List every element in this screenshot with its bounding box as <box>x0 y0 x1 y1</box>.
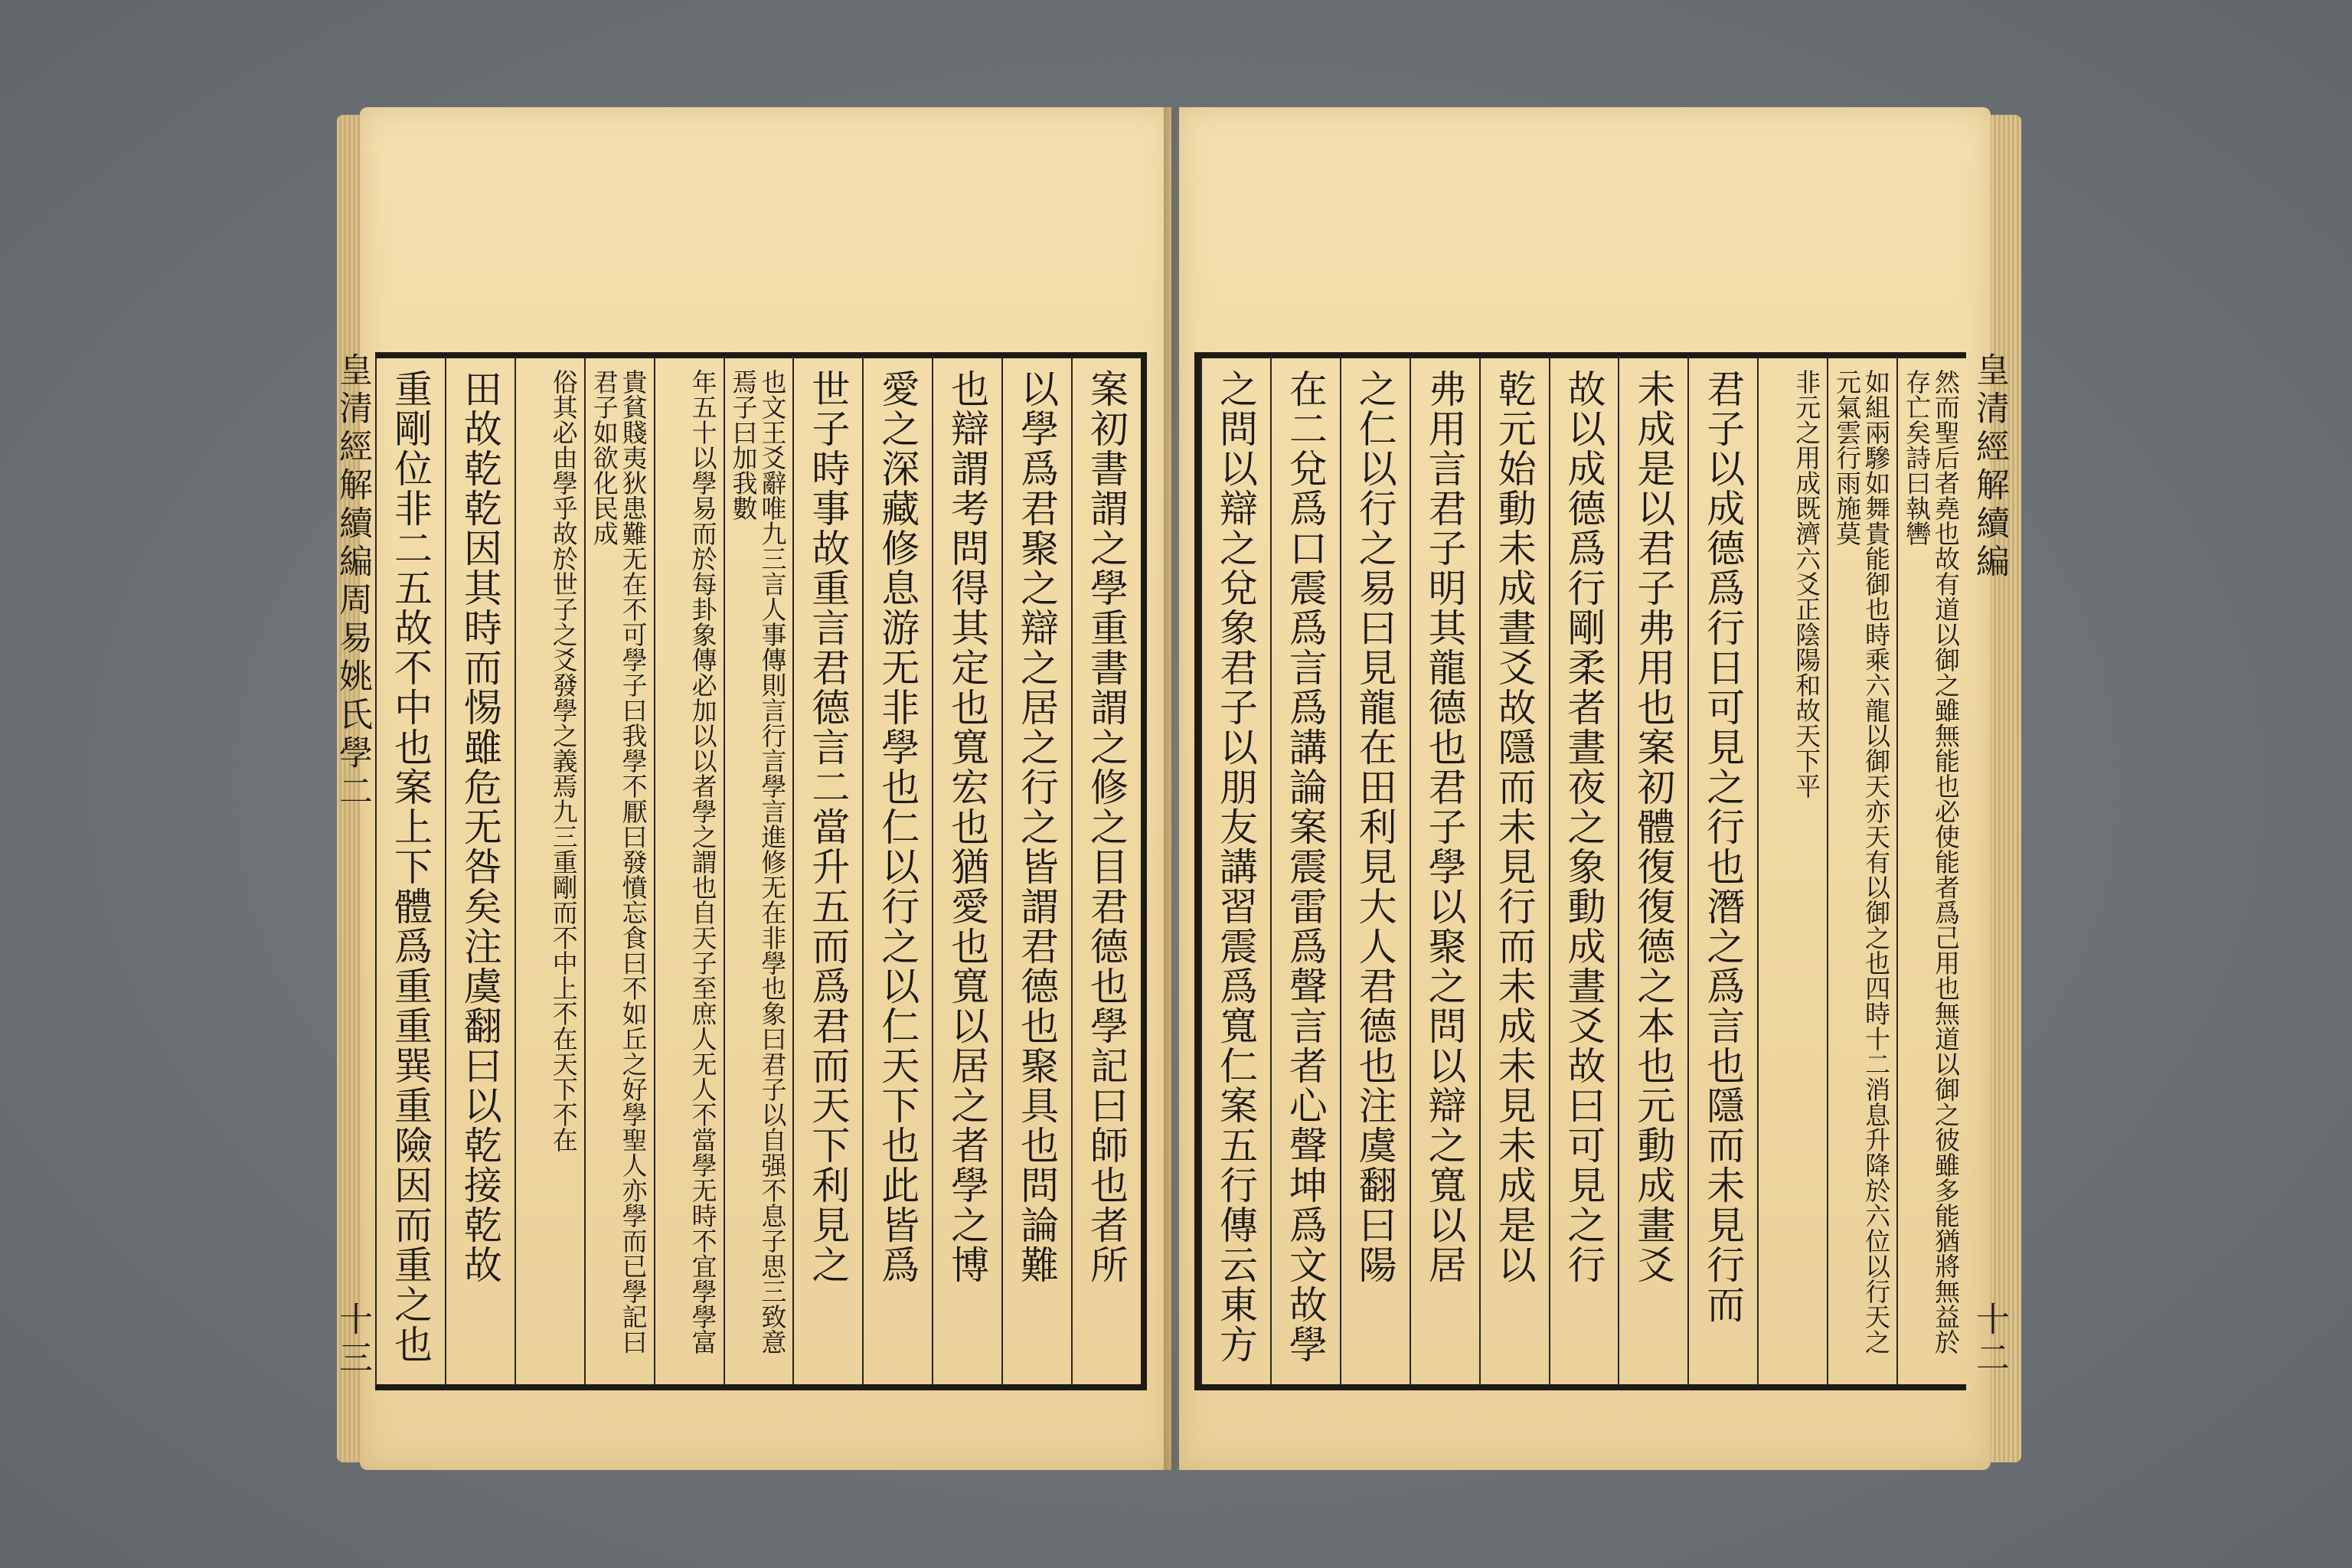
folio-number: 十三 <box>333 1302 372 1378</box>
text-column: 以學爲君聚之辯之居之行之皆謂君德也聚具也問論難 <box>1001 358 1071 1384</box>
text-column: 君子以成德爲行日可見之行也潛之爲言也隱而未見行而 <box>1687 358 1757 1384</box>
margin-title: 皇清經解續編 <box>333 352 372 582</box>
text-column: 之仁以行之易曰見龍在田利見大人君德也注虞翻曰陽 <box>1340 358 1410 1384</box>
text-column: 非元之用成既濟六爻正陰陽和故天下平 <box>1757 358 1827 1384</box>
text-column: 也辯謂考問得其定也寬宏也猶愛也寬以居之者學之博 <box>932 358 1001 1384</box>
text-column: 俗其必由學乎故於世子之爻發學之義焉九三重剛而不中上不在天下不在 <box>514 358 584 1384</box>
right-text-frame <box>1194 352 1966 1390</box>
text-column: 田故乾乾因其時而惕雖危无咎矣注虞翻曰以乾接乾故 <box>445 358 514 1384</box>
text-column: 年五十以學易而於每卦象傳必加以以者學之謂也自天子至庶人无人不當學无時不宜學學富 <box>654 358 724 1384</box>
right-margin-column <box>1966 352 2014 1378</box>
left-columns <box>375 358 1141 1384</box>
text-column: 弗用言君子明其龍德也君子學以聚之問以辯之寬以居 <box>1410 358 1479 1384</box>
text-column: 在二兌爲口震爲言爲講論案震雷爲聲言者心聲坤爲文故學 <box>1270 358 1340 1384</box>
text-column: 乾元始動未成晝爻故隱而未見行而未成未見未成是以 <box>1479 358 1549 1384</box>
text-column: 也文王爻辭唯九三言人事傳則言行言學言進修无在非學也象曰君子以自强不息子思三致意焉子曰加我數 <box>724 358 793 1384</box>
text-column: 然而聖后者堯也故有道以御之雖無能也必使能者爲己用也無道以御之彼雖多能猶將無益於存亡矣詩曰執轡 <box>1896 358 1966 1384</box>
text-column: 世子時事故重言君德言二當升五而爲君而天下利見之 <box>792 358 862 1384</box>
text-column: 案初書謂之學重書謂之修之目君德也學記曰師也者所 <box>1071 358 1141 1384</box>
text-column: 重剛位非二五故不中也案上下體爲重重巽重險因而重之也 <box>375 358 445 1384</box>
right-columns <box>1200 358 1966 1384</box>
left-text-frame <box>375 352 1147 1390</box>
text-column: 故以成德爲行剛柔者晝夜之象動成晝爻故曰可見之行 <box>1549 358 1619 1384</box>
text-column: 未成是以君子弗用也案初體復復德之本也元動成畫爻 <box>1618 358 1687 1384</box>
margin-title: 皇清經解續編 <box>1970 352 2009 582</box>
right-page <box>1179 107 2009 1470</box>
text-column: 愛之深藏修息游无非學也仁以行之以仁天下也此皆爲 <box>862 358 932 1384</box>
margin-subtitle: 周易姚氏學二 <box>333 582 372 812</box>
open-book <box>333 92 2021 1485</box>
left-page <box>333 107 1171 1470</box>
folio-number: 十二 <box>1970 1302 2009 1378</box>
text-column: 貴貧賤夷狄患難无在不可學子曰我學不厭曰發憤忘食曰不如丘之好學聖人亦學而已學記曰君子如欲化民成 <box>584 358 654 1384</box>
left-margin-column <box>329 352 377 1378</box>
text-column: 之問以辯之兌象君子以朋友講習震爲寬仁案五行傳云東方 <box>1200 358 1270 1384</box>
text-column: 如組兩驂如舞貴能御也時乘六龍以御天亦天有以御之也四時十二消息升降於六位以行天之元氣雲行雨施莫 <box>1827 358 1896 1384</box>
